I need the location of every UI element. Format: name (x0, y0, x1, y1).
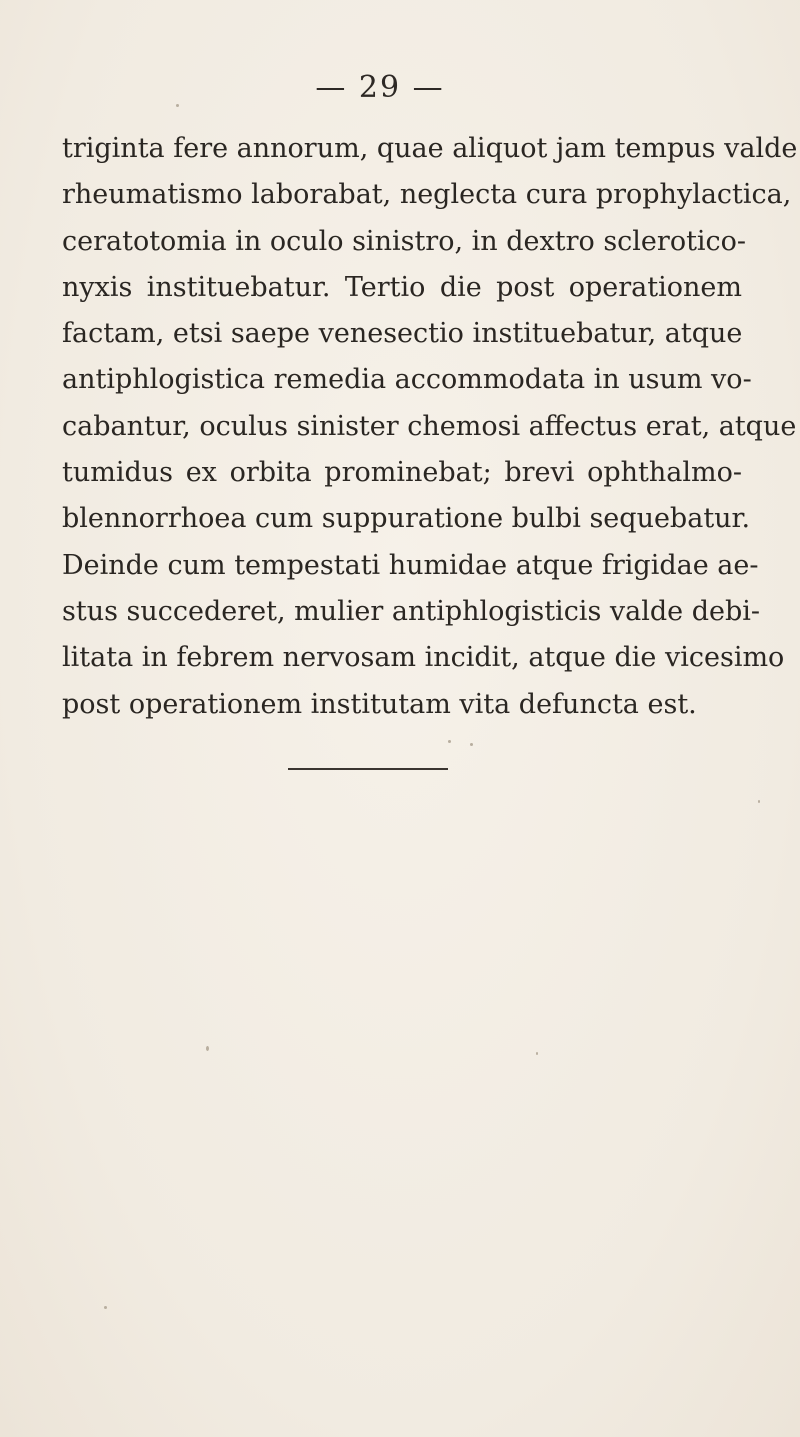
text-line: stus succederet, mulier antiphlogisticis valde debi- (62, 595, 761, 627)
end-rule (288, 768, 448, 770)
text-line: Deinde cum tempestati humidae atque frigidae ae- (62, 549, 759, 581)
text-line: rheumatismo laborabat, neglecta cura prophylactica, (62, 179, 792, 211)
text-line: blennorrhoea cum suppuratione bulbi sequebatur. (62, 503, 751, 535)
text-line: litata in febrem nervosam incidit, atque die vicesimo (62, 642, 785, 674)
text-line: factam, etsi saepe venesectio instituebatur, atque (62, 318, 743, 350)
paper-speck (206, 1046, 209, 1051)
text-line: triginta fere annorum, quae aliquot jam tempus valde (62, 133, 798, 164)
text-line: antiphlogistica remedia accommodata in usum vo- (62, 364, 752, 396)
text-line: nyxis instituebatur. Tertio die post operationem (62, 271, 742, 303)
text-line: tumidus ex orbita prominebat; brevi ophthalmo- (62, 457, 742, 489)
paper-speck (176, 104, 179, 107)
paper-speck (104, 1306, 107, 1309)
body-text (62, 126, 798, 728)
text-line: cabantur, oculus sinister chemosi affectus erat, atque (62, 410, 797, 442)
text-line: post operationem institutam vita defuncta est. (62, 688, 697, 720)
paper-speck (448, 740, 451, 743)
paper-speck (758, 800, 760, 803)
paper-speck (470, 743, 473, 746)
paper-speck (536, 1052, 538, 1055)
page-number: — 29 — (315, 70, 445, 105)
text-line: ceratotomia in oculo sinistro, in dextro sclerotico- (62, 225, 747, 257)
